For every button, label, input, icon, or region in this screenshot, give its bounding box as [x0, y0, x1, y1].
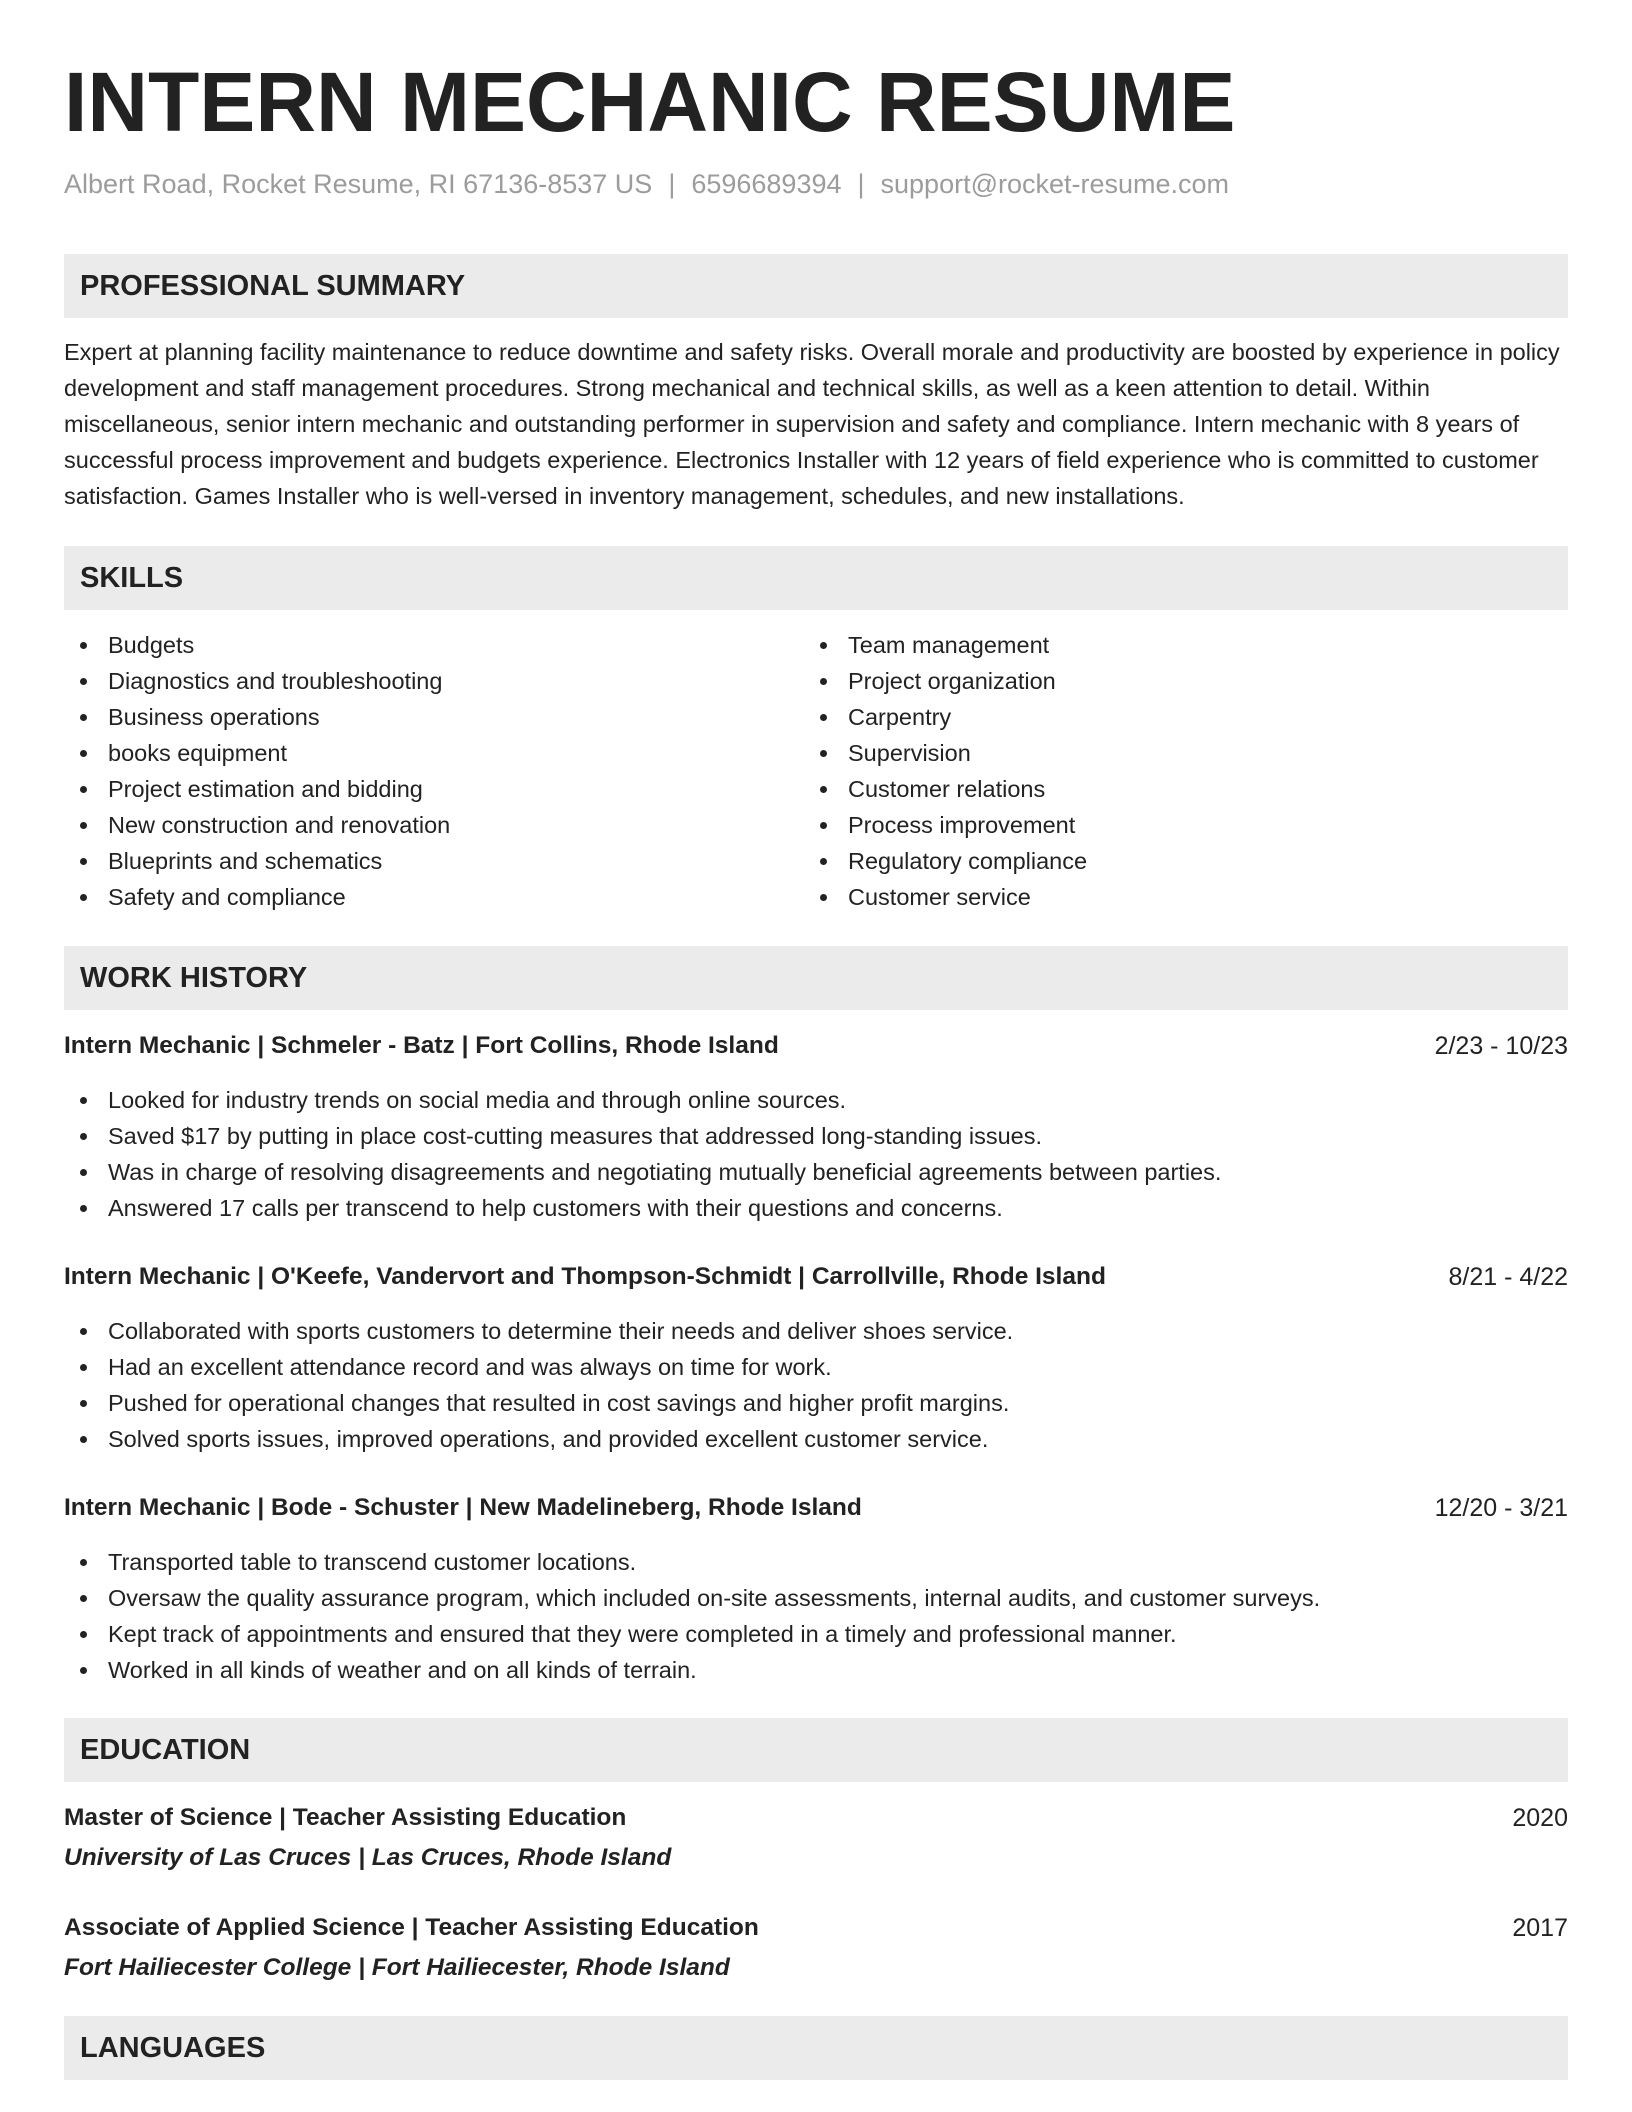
- contact-email[interactable]: support@rocket-resume.com: [880, 169, 1230, 199]
- education-year: 2020: [1512, 1804, 1568, 1832]
- skill-item: Carpentry: [804, 699, 1544, 735]
- job-duties: [64, 1544, 1568, 1688]
- duty-item: Solved sports issues, improved operations, and provided excellent customer service.: [64, 1421, 1568, 1457]
- duty-item: Was in charge of resolving disagreements and negotiating mutually beneficial agreements between parties.: [64, 1154, 1568, 1190]
- contact-separator: |: [668, 169, 676, 199]
- job-title: Intern Mechanic | O'Keefe, Vandervort and Thompson-Schmidt | Carrollville, Rhode Island: [64, 1263, 1106, 1290]
- education-school: University of Las Cruces | Las Cruces, Rhode Island: [64, 1844, 672, 1871]
- summary-text: Expert at planning facility maintenance to reduce downtime and safety risks. Overall morale and productivity are boosted by experience in policy development and staff management procedures. Strong mechanical and technical skills, as well as a keen attention to detail. Within miscellaneous, senior intern mechanic and outstanding performer in supervision and safety and compliance. Intern mechanic with 8 years of successful process improvement and budgets experience. Electronics Installer with 12 years of field experience who is committed to customer satisfaction. Games Installer who is well-versed in inventory management, schedules, and new installations.: [64, 339, 1560, 509]
- duty-item: Had an excellent attendance record and was always on time for work.: [64, 1349, 1568, 1385]
- section-heading-languages: LANGUAGES: [64, 2016, 1568, 2080]
- job-header: [64, 1028, 1568, 1064]
- skill-item: Project organization: [804, 663, 1544, 699]
- section-heading-education: EDUCATION: [64, 1718, 1568, 1782]
- contact-line: [64, 166, 1229, 202]
- job-duties: [64, 1313, 1568, 1457]
- skill-item: Process improvement: [804, 807, 1544, 843]
- skills-list-right: [804, 627, 1544, 915]
- education-degree: Associate of Applied Science | Teacher Assisting Education: [64, 1914, 759, 1941]
- job-title: Intern Mechanic | Bode - Schuster | New Madelineberg, Rhode Island: [64, 1494, 862, 1521]
- skill-item: Budgets: [64, 627, 804, 663]
- duty-item: Worked in all kinds of weather and on all kinds of terrain.: [64, 1652, 1568, 1688]
- skill-item: New construction and renovation: [64, 807, 804, 843]
- skill-item: Customer service: [804, 879, 1544, 915]
- duty-item: Saved $17 by putting in place cost-cutting measures that addressed long-standing issues.: [64, 1118, 1568, 1154]
- contact-separator: |: [857, 169, 865, 199]
- duty-item: Transported table to transcend customer locations.: [64, 1544, 1568, 1580]
- skill-item: Regulatory compliance: [804, 843, 1544, 879]
- duty-item: Answered 17 calls per transcend to help customers with their questions and concerns.: [64, 1190, 1568, 1226]
- education-degree: Master of Science | Teacher Assisting Education: [64, 1804, 627, 1831]
- duty-item: Oversaw the quality assurance program, which included on-site assessments, internal audits, and customer surveys.: [64, 1580, 1568, 1616]
- section-heading-summary: PROFESSIONAL SUMMARY: [64, 254, 1568, 318]
- skill-item: Team management: [804, 627, 1544, 663]
- section-heading-skills: SKILLS: [64, 546, 1568, 610]
- job-dates: 2/23 - 10/23: [1434, 1032, 1568, 1060]
- section-heading-work-history: WORK HISTORY: [64, 946, 1568, 1010]
- duty-item: Looked for industry trends on social media and through online sources.: [64, 1082, 1568, 1118]
- duty-item: Pushed for operational changes that resulted in cost savings and higher profit margins.: [64, 1385, 1568, 1421]
- job-header: [64, 1259, 1568, 1295]
- skills-column-right: [804, 627, 1544, 915]
- skill-item: books equipment: [64, 735, 804, 771]
- contact-phone: 6596689394: [691, 169, 842, 199]
- skill-item: Blueprints and schematics: [64, 843, 804, 879]
- job-title: Intern Mechanic | Schmeler - Batz | Fort Collins, Rhode Island: [64, 1032, 779, 1059]
- skill-item: Supervision: [804, 735, 1544, 771]
- job-dates: 12/20 - 3/21: [1434, 1494, 1568, 1522]
- duty-item: Collaborated with sports customers to determine their needs and deliver shoes service.: [64, 1313, 1568, 1349]
- skill-item: Customer relations: [804, 771, 1544, 807]
- duty-item: Kept track of appointments and ensured that they were completed in a timely and professional manner.: [64, 1616, 1568, 1652]
- education-school: Fort Hailiecester College | Fort Hailiecester, Rhode Island: [64, 1954, 730, 1981]
- skill-item: Project estimation and bidding: [64, 771, 804, 807]
- education-header: [64, 1910, 1568, 1946]
- skill-item: Safety and compliance: [64, 879, 804, 915]
- job-dates: 8/21 - 4/22: [1448, 1263, 1568, 1291]
- job-duties: [64, 1082, 1568, 1226]
- skill-item: Business operations: [64, 699, 804, 735]
- skills-list-left: [64, 627, 804, 915]
- contact-address: Albert Road, Rocket Resume, RI 67136-8537 US: [64, 169, 653, 199]
- education-header: [64, 1800, 1568, 1836]
- job-header: [64, 1490, 1568, 1526]
- skills-column-left: [64, 627, 804, 915]
- education-year: 2017: [1512, 1914, 1568, 1942]
- resume-title: INTERN MECHANIC RESUME: [64, 55, 1236, 149]
- skill-item: Diagnostics and troubleshooting: [64, 663, 804, 699]
